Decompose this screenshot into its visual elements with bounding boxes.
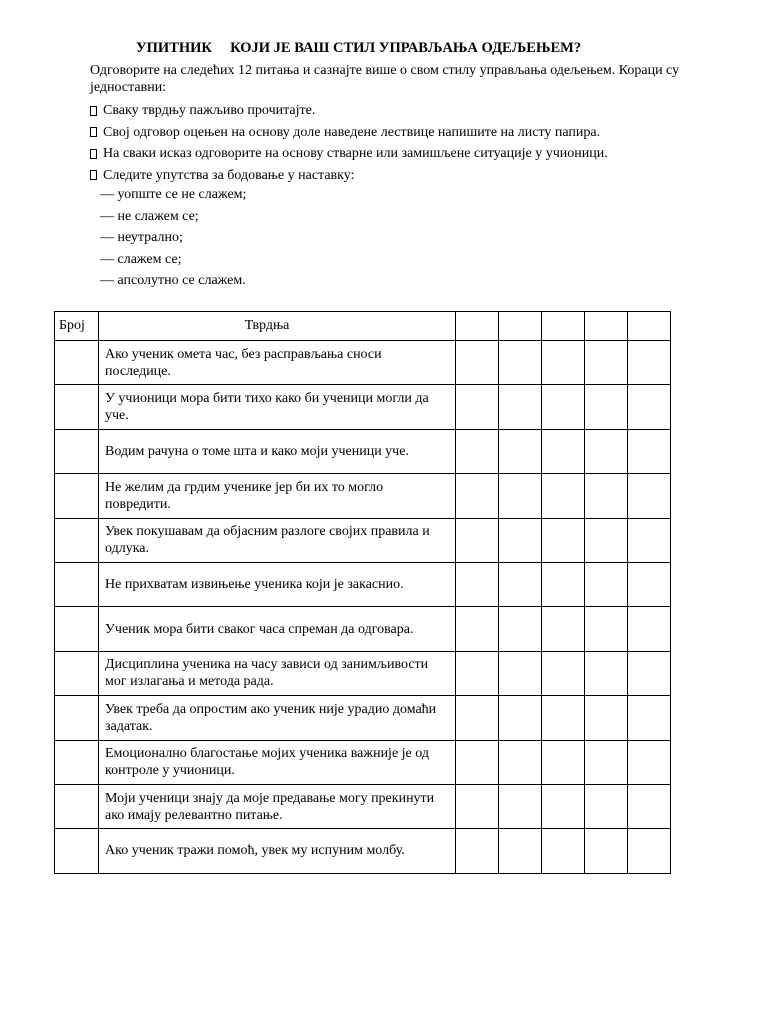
table-row <box>55 829 671 873</box>
statement-cell: Дисциплина ученика на часу зависи од занимљивости мог излагања и метода рада. <box>99 651 456 695</box>
statement-cell: Водим рачуна о томе шта и како моји ученици уче. <box>99 429 456 473</box>
row-number-cell <box>55 341 99 385</box>
score-cell[interactable] <box>628 385 671 429</box>
checkbox-icon <box>90 170 97 180</box>
table-row <box>55 474 671 518</box>
score-cell[interactable] <box>628 518 671 562</box>
score-cell[interactable] <box>456 829 499 873</box>
score-cell[interactable] <box>585 829 628 873</box>
table-header-row <box>55 312 671 341</box>
row-number-cell <box>55 829 99 873</box>
statement-cell: Емоционално благостање мојих ученика важније је од контроле у учионици. <box>99 740 456 784</box>
statement-cell: Не прихватам извињење ученика који је закаснио. <box>99 562 456 606</box>
score-cell[interactable] <box>585 740 628 784</box>
steps-list <box>90 100 608 186</box>
score-cell[interactable] <box>542 829 585 873</box>
row-number-cell <box>55 696 99 740</box>
step-text: Следите упутства за бодовање у наставку: <box>103 167 355 183</box>
scale-item: — не слажем се; <box>100 208 199 224</box>
score-column-header <box>585 312 628 341</box>
score-cell[interactable] <box>456 651 499 695</box>
row-number-cell <box>55 784 99 828</box>
score-cell[interactable] <box>628 829 671 873</box>
checkbox-icon <box>90 127 97 137</box>
score-cell[interactable] <box>585 385 628 429</box>
score-column-header <box>628 312 671 341</box>
score-cell[interactable] <box>456 784 499 828</box>
score-cell[interactable] <box>628 341 671 385</box>
table-row <box>55 429 671 473</box>
statement-cell: У учионици мора бити тихо како би ученици могли да уче. <box>99 385 456 429</box>
statement-cell: Ученик мора бити сваког часа спреман да одговара. <box>99 607 456 651</box>
step-item <box>90 100 608 122</box>
score-cell[interactable] <box>456 607 499 651</box>
score-cell[interactable] <box>499 429 542 473</box>
score-cell[interactable] <box>542 518 585 562</box>
page-title: УПИТНИК КОЈИ ЈЕ ВАШ СТИЛ УПРАВЉАЊА ОДЕЉЕЊЕМ? <box>136 40 582 56</box>
score-cell[interactable] <box>456 562 499 606</box>
statement-cell: Увек покушавам да објасним разлоге својих правила и одлука. <box>99 518 456 562</box>
score-cell[interactable] <box>542 341 585 385</box>
score-cell[interactable] <box>628 607 671 651</box>
score-cell[interactable] <box>542 651 585 695</box>
column-header-number: Број <box>55 312 99 341</box>
table-row <box>55 696 671 740</box>
score-cell[interactable] <box>585 518 628 562</box>
row-number-cell <box>55 385 99 429</box>
score-cell[interactable] <box>499 696 542 740</box>
checkbox-icon <box>90 106 97 116</box>
score-cell[interactable] <box>585 341 628 385</box>
row-number-cell <box>55 740 99 784</box>
table-row <box>55 562 671 606</box>
statement-cell: Моји ученици знају да моје предавање могу прекинути ако имају релевантно питање. <box>99 784 456 828</box>
score-cell[interactable] <box>542 740 585 784</box>
checkbox-icon <box>90 149 97 159</box>
table-row <box>55 784 671 828</box>
statement-cell: Увек треба да опростим ако ученик није урадио домаћи задатак. <box>99 696 456 740</box>
step-text: Свој одговор оцењен на основу доле наведене лествице напишите на листу папира. <box>103 124 601 140</box>
table-row <box>55 607 671 651</box>
score-cell[interactable] <box>628 474 671 518</box>
score-column-header <box>456 312 499 341</box>
scale-item: — уопште се не слажем; <box>100 187 247 202</box>
scale-item: — апсолутно се слажем. <box>100 273 246 288</box>
score-cell[interactable] <box>585 696 628 740</box>
step-text: Сваку тврдњу пажљиво прочитајте. <box>103 103 316 118</box>
step-item <box>90 165 608 187</box>
score-cell[interactable] <box>499 385 542 429</box>
statement-cell: Не желим да грдим ученике јер би их то могло повредити. <box>99 474 456 518</box>
score-cell[interactable] <box>628 429 671 473</box>
score-cell[interactable] <box>542 607 585 651</box>
score-cell[interactable] <box>585 607 628 651</box>
score-cell[interactable] <box>499 562 542 606</box>
score-cell[interactable] <box>499 518 542 562</box>
step-item <box>90 143 608 165</box>
score-cell[interactable] <box>456 385 499 429</box>
score-cell[interactable] <box>456 696 499 740</box>
table-row <box>55 385 671 429</box>
score-column-header <box>499 312 542 341</box>
score-cell[interactable] <box>499 784 542 828</box>
score-cell[interactable] <box>499 341 542 385</box>
statement-cell: Ако ученик тражи помоћ, увек му испуним молбу. <box>99 829 456 873</box>
score-cell[interactable] <box>499 740 542 784</box>
row-number-cell <box>55 607 99 651</box>
table-row <box>55 740 671 784</box>
row-number-cell <box>55 651 99 695</box>
score-cell[interactable] <box>456 341 499 385</box>
score-cell[interactable] <box>499 607 542 651</box>
score-cell[interactable] <box>542 429 585 473</box>
row-number-cell <box>55 429 99 473</box>
scale-item: — слажем се; <box>100 251 182 267</box>
score-cell[interactable] <box>628 740 671 784</box>
score-cell[interactable] <box>542 784 585 828</box>
row-number-cell <box>55 474 99 518</box>
score-cell[interactable] <box>456 474 499 518</box>
score-cell[interactable] <box>456 740 499 784</box>
score-cell[interactable] <box>542 385 585 429</box>
score-cell[interactable] <box>628 696 671 740</box>
table-row <box>55 651 671 695</box>
statements-table <box>54 311 671 874</box>
rating-scale <box>100 184 246 292</box>
score-cell[interactable] <box>628 651 671 695</box>
table-row <box>55 518 671 562</box>
step-item <box>90 122 608 144</box>
score-cell[interactable] <box>499 474 542 518</box>
statement-cell: Ако ученик омета час, без расправљања сноси последице. <box>99 341 456 385</box>
column-header-statement: Тврдња <box>99 312 456 341</box>
intro-text: Одговорите на следећих 12 питања и сазнајте више о свом стилу управљања одељењем. Кораци су једноставни: <box>90 63 680 95</box>
scale-item: — неутрално; <box>100 230 183 245</box>
score-cell[interactable] <box>542 562 585 606</box>
score-cell[interactable] <box>585 562 628 606</box>
score-cell[interactable] <box>456 518 499 562</box>
score-cell[interactable] <box>542 474 585 518</box>
score-cell[interactable] <box>585 784 628 828</box>
score-cell[interactable] <box>585 651 628 695</box>
table-row <box>55 341 671 385</box>
score-cell[interactable] <box>499 651 542 695</box>
score-cell[interactable] <box>628 784 671 828</box>
score-cell[interactable] <box>585 474 628 518</box>
score-cell[interactable] <box>499 829 542 873</box>
row-number-cell <box>55 562 99 606</box>
score-cell[interactable] <box>542 696 585 740</box>
score-cell[interactable] <box>585 429 628 473</box>
score-column-header <box>542 312 585 341</box>
score-cell[interactable] <box>456 429 499 473</box>
score-cell[interactable] <box>628 562 671 606</box>
row-number-cell <box>55 518 99 562</box>
step-text: На сваки исказ одговорите на основу стварне или замишљене ситуације у учионици. <box>103 146 608 161</box>
